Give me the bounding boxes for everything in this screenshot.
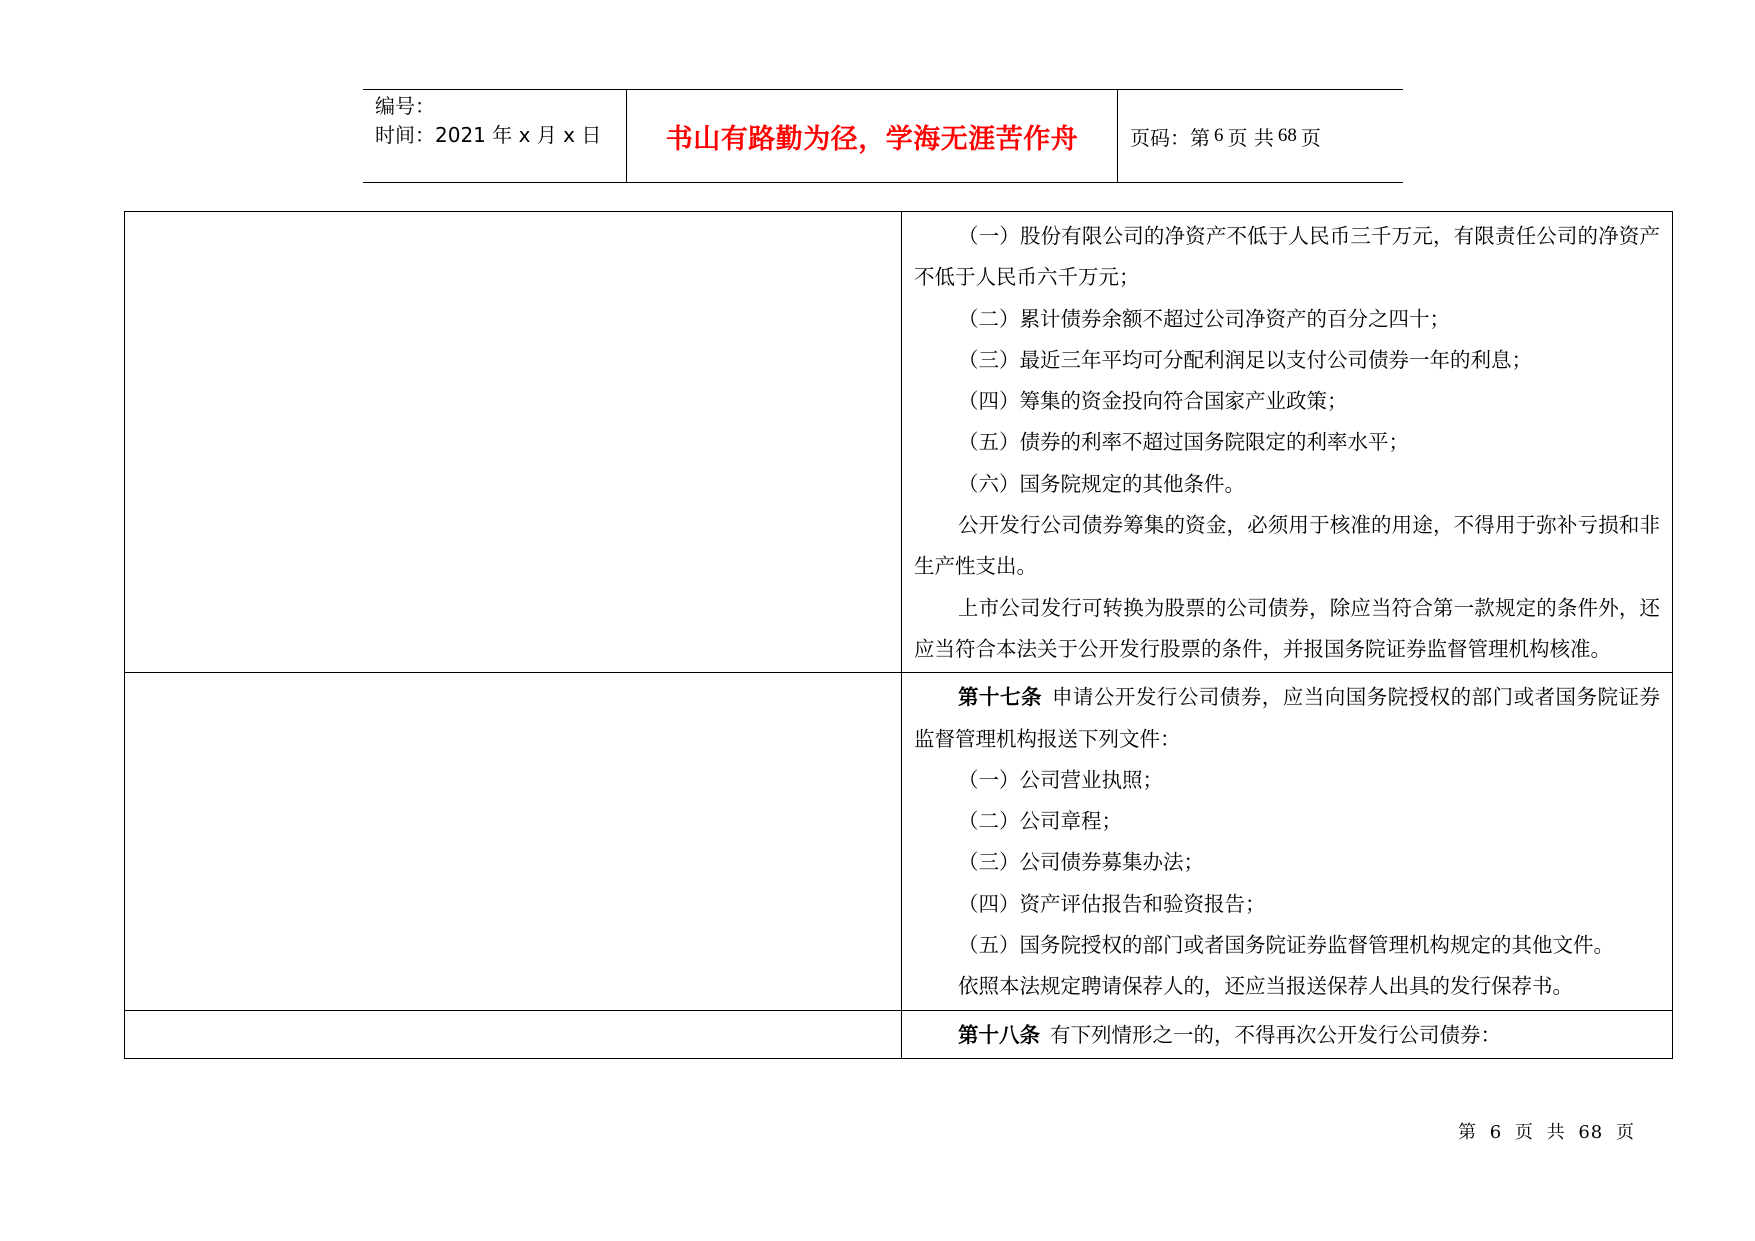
clause-text: （一）公司营业执照； — [958, 767, 1163, 792]
article-number: 第十八条 — [958, 1022, 1040, 1047]
clause-paragraph — [914, 966, 1660, 1007]
page-total: 68 — [1277, 125, 1297, 146]
original-text-cell — [125, 1010, 902, 1058]
clause-text: （五）债券的利率不超过国务院限定的利率水平； — [958, 430, 1409, 455]
clause-paragraph — [914, 1015, 1660, 1056]
law-comparison-table — [124, 211, 1673, 1059]
table-row — [125, 673, 1673, 1010]
motto-text: 书山有路勤为径，学海无涯苦作舟 — [665, 123, 1079, 155]
clause-paragraph — [914, 677, 1660, 760]
clause-text: （四）资产评估报告和验资报告； — [958, 891, 1266, 916]
cell-content — [902, 673, 1672, 1009]
clause-paragraph — [914, 216, 1660, 299]
clause-paragraph — [914, 588, 1660, 671]
clause-text: 上市公司发行可转换为股票的公司债券，除应当符合第一款规定的条件外，还应当符合本法关于公开发行股票的条件，并报国务院证券监督管理机构核准。 — [914, 595, 1660, 661]
clause-paragraph — [914, 842, 1660, 883]
header-motto — [627, 90, 1118, 182]
page-middle: 页 共 — [1227, 125, 1274, 150]
clause-paragraph — [914, 801, 1660, 842]
clause-text: （二）公司章程； — [958, 809, 1122, 834]
original-text-cell — [125, 212, 902, 673]
clause-text: （二）累计债券余额不超过公司净资产的百分之四十； — [958, 306, 1450, 331]
cell-content — [902, 1011, 1672, 1058]
revised-text-cell — [902, 673, 1673, 1010]
page-header — [363, 89, 1403, 183]
clause-paragraph — [914, 340, 1660, 381]
page-prefix: 页码：第 — [1130, 125, 1210, 150]
revised-text-cell — [902, 1010, 1673, 1058]
clause-text: 申请公开发行公司债券，应当向国务院授权的部门或者国务院证券监督管理机构报送下列文件： — [914, 685, 1660, 751]
clause-text: （六）国务院规定的其他条件。 — [958, 471, 1245, 496]
clause-paragraph — [914, 505, 1660, 588]
clause-paragraph — [914, 884, 1660, 925]
page-current: 6 — [1214, 125, 1224, 146]
clause-text: （五）国务院授权的部门或者国务院证券监督管理机构规定的其他文件。 — [958, 933, 1614, 958]
clause-text: 公开发行公司债券筹集的资金，必须用于核准的用途，不得用于弥补亏损和非生产性支出。 — [914, 513, 1660, 579]
page-footer: 第 6 页 共 68 页 — [1458, 1122, 1635, 1143]
cell-content — [902, 212, 1672, 672]
article-number: 第十七条 — [958, 685, 1042, 710]
clause-paragraph — [914, 464, 1660, 505]
document-time: 时间：2021 年 x 月 x 日 — [375, 123, 602, 147]
header-meta — [363, 90, 627, 182]
clause-paragraph — [914, 422, 1660, 463]
clause-paragraph — [914, 381, 1660, 422]
clause-paragraph — [914, 299, 1660, 340]
clause-text: （三）公司债券募集办法； — [958, 850, 1204, 875]
table-row — [125, 212, 1673, 673]
header-page-number — [1118, 90, 1403, 182]
clause-text: （一）股份有限公司的净资产不低于人民币三千万元，有限责任公司的净资产不低于人民币六千万元； — [914, 224, 1660, 290]
original-text-cell — [125, 673, 902, 1010]
clause-text: 有下列情形之一的，不得再次公开发行公司债券： — [1050, 1022, 1501, 1047]
document-number-label: 编号： — [375, 94, 435, 118]
clause-text: 依照本法规定聘请保荐人的，还应当报送保荐人出具的发行保荐书。 — [958, 974, 1573, 999]
clause-paragraph — [914, 925, 1660, 966]
table-row — [125, 1010, 1673, 1058]
page-suffix: 页 — [1300, 125, 1321, 150]
clause-text: （四）筹集的资金投向符合国家产业政策； — [958, 389, 1348, 414]
clause-text: （三）最近三年平均可分配利润足以支付公司债券一年的利息； — [958, 347, 1532, 372]
clause-paragraph — [914, 760, 1660, 801]
revised-text-cell — [902, 212, 1673, 673]
